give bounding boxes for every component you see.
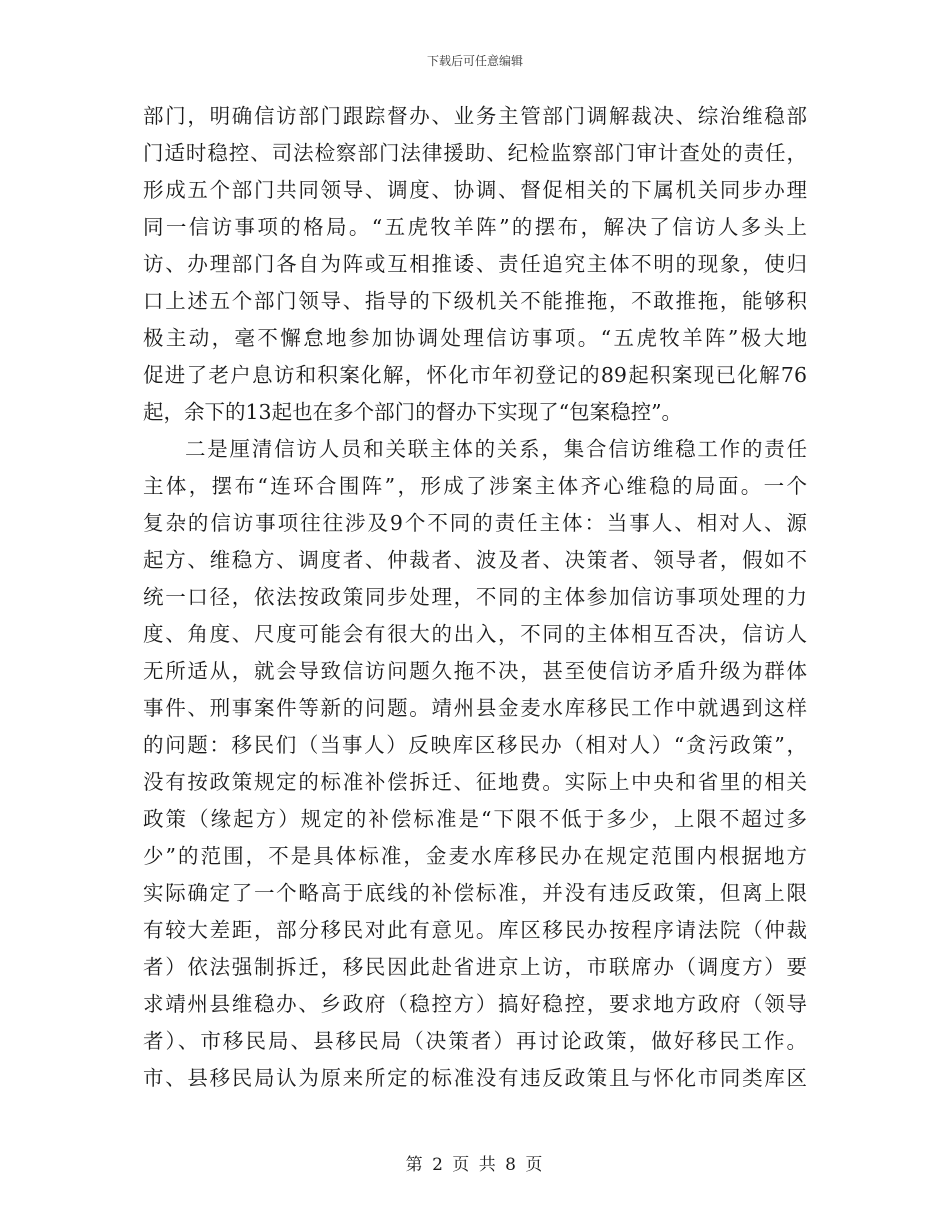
page-header: 下载后可任意编辑	[426, 54, 523, 68]
body-line: 形成五个部门共同领导、调度、协调、督促相关的下属机关同步办理	[143, 178, 807, 202]
body-line: 同一信访事项的格局。“五虎牧羊阵”的摆布，解决了信访人多头上	[143, 215, 807, 239]
body-line: 复杂的信访事项往往涉及9个不同的责任主体：当事人、相对人、源	[143, 511, 807, 535]
body-line: 者）依法强制拆迁，移民因此赴省进京上访，市联席办（调度方）要	[143, 955, 807, 979]
body-line: 政策（缘起方）规定的补偿标准是“下限不低于多少，上限不超过多	[143, 807, 807, 831]
body-line: 口上述五个部门领导、指导的下级机关不能推拖，不敢推拖，能够积	[143, 289, 807, 313]
body-line: 起方、维稳方、调度者、仲裁者、波及者、决策者、领导者，假如不	[143, 548, 807, 572]
body-line: 求靖州县维稳办、乡政府（稳控方）搞好稳控，要求地方政府（领导	[143, 992, 807, 1016]
body-line: 事件、刑事案件等新的问题。靖州县金麦水库移民工作中就遇到这样	[143, 696, 807, 720]
body-line: 没有按政策规定的标准补偿拆迁、征地费。实际上中央和省里的相关	[143, 770, 807, 794]
body-line: 的问题：移民们（当事人）反映库区移民办（相对人）“贪污政策”，	[143, 733, 807, 757]
body-line: 访、办理部门各自为阵或互相推诿、责任追究主体不明的现象，使归	[143, 252, 807, 276]
body-line: 主体，摆布“连环合围阵”，形成了涉案主体齐心维稳的局面。一个	[143, 474, 807, 498]
body-line: 少”的范围，不是具体标准，金麦水库移民办在规定范围内根据地方	[143, 844, 807, 868]
body-line: 无所适从，就会导致信访问题久拖不决，甚至使信访矛盾升级为群体	[143, 659, 807, 683]
body-line: 实际确定了一个略高于底线的补偿标准，并没有违反政策，但离上限	[143, 881, 807, 905]
body-line: 市、县移民局认为原来所定的标准没有违反政策且与怀化市同类库区	[143, 1066, 807, 1090]
page-number: 第 2 页 共 8 页	[405, 1155, 545, 1175]
body-line: 有较大差距，部分移民对此有意见。库区移民办按程序请法院（仲裁	[143, 918, 807, 942]
body-line: 门适时稳控、司法检察部门法律援助、纪检监察部门审计查处的责任，	[143, 141, 807, 165]
body-line: 者）、市移民局、县移民局（决策者）再讨论政策，做好移民工作。	[143, 1029, 807, 1053]
document-body	[143, 98, 807, 1097]
body-line: 部门，明确信访部门跟踪督办、业务主管部门调解裁决、综治维稳部	[143, 104, 807, 128]
body-line: 极主动，毫不懈怠地参加协调处理信访事项。“五虎牧羊阵”极大地	[143, 326, 807, 350]
body-line: 促进了老户息访和积案化解，怀化市年初登记的89起积案现已化解76	[143, 363, 807, 387]
body-line: 起，余下的13起也在多个部门的督办下实现了“包案稳控”。	[143, 400, 683, 424]
body-line: 二是厘清信访人员和关联主体的关系，集合信访维稳工作的责任	[185, 437, 807, 461]
body-line: 度、角度、尺度可能会有很大的出入，不同的主体相互否决，信访人	[143, 622, 807, 646]
body-line: 统一口径，依法按政策同步处理，不同的主体参加信访事项处理的力	[143, 585, 807, 609]
